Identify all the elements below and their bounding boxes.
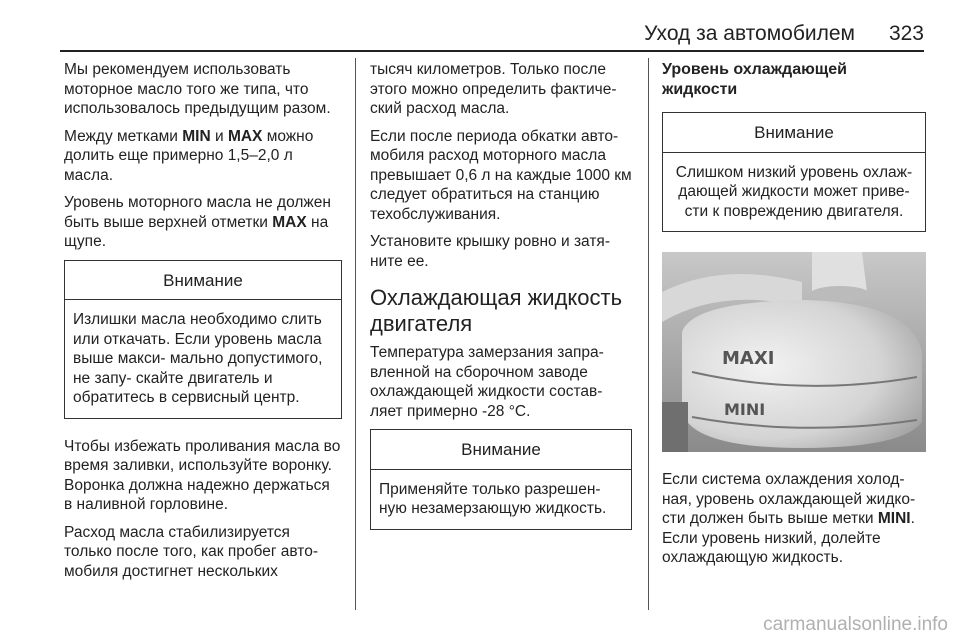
subheading: Уровень охлаждающей жидкости: [662, 61, 847, 98]
page-title: Уход за автомобилем: [644, 22, 855, 45]
warning-title: Внимание: [663, 113, 925, 153]
text: Уровень моторного масла не должен быть выше верхней отметки: [64, 194, 331, 231]
max-mark: MAX: [272, 213, 307, 231]
warning-box: [64, 260, 342, 419]
min-mark: MINI: [877, 510, 911, 527]
text: можно долить еще примерно 1,5–2,0 л масла.: [64, 127, 314, 184]
paragraph: Расход масла стабилизируется только после того, как пробег авто- мобиля достигнет нескольких: [64, 523, 319, 580]
text: Между метками: [64, 127, 183, 145]
max-mark: MAX: [227, 127, 263, 145]
column-divider: [648, 58, 649, 610]
warning-box: [662, 112, 926, 232]
paragraph: тысяч километров. Только после этого можно определить фактиче- ский расход масла.: [370, 61, 617, 117]
paragraph: Температура замерзания запра- вленной на сборочном заводе охлаждающей жидкости состав- ляет примерно -28 °C.: [370, 344, 604, 420]
column-divider: [355, 58, 356, 610]
text: . Если уровень низкий, долейте охлаждающую жидкость.: [662, 510, 915, 566]
min-mark: MIN: [182, 127, 211, 145]
paragraph: [64, 127, 342, 186]
min-label: MINI: [724, 400, 766, 419]
section-heading: Охлаждающая жидкость двигателя: [370, 285, 623, 336]
warning-box: [370, 429, 632, 530]
paragraph: Чтобы избежать проливания масла во время заливки, используйте воронку. Воронка должна надежно держаться в наливной горловине.: [64, 437, 341, 513]
paragraph: [662, 470, 926, 568]
warning-text: Слишком низкий уровень охлаж- дающей жидкости может приве- сти к повреждению двигателя.: [675, 163, 913, 220]
coolant-reservoir-photo: [662, 252, 926, 452]
warning-text: Излишки масла необходимо слить или откачать. Если уровень масла выше макси- мально допустимого, не запу- скайте двигатель и обратитесь в сервисный центр.: [73, 311, 323, 406]
max-label: MAXI: [722, 348, 775, 369]
watermark: carmanualsonline.info: [763, 614, 948, 635]
paragraph: Если после периода обкатки авто- мобиля расход моторного масла превышает 0,6 л на каждые 1000 км следует обратиться на станцию техобслуживания.: [370, 127, 632, 223]
page-number: 323: [888, 22, 924, 45]
text: на щупе.: [64, 213, 329, 250]
paragraph: [64, 193, 342, 252]
text: Если система охлаждения холод- ная, уровень охлаждающей жидко- сти должен быть выше метки: [662, 471, 916, 527]
column-2: [370, 60, 632, 548]
warning-text: Применяйте только разрешен- ную незамерзающую жидкость.: [379, 480, 607, 517]
paragraph: Установите крышку ровно и затя- ните ее.: [370, 233, 610, 270]
column-1: [64, 60, 342, 589]
page-header: [60, 12, 924, 52]
column-3: [662, 60, 926, 576]
warning-title: Внимание: [371, 430, 631, 470]
warning-title: Внимание: [65, 261, 341, 301]
paragraph: Мы рекомендуем использовать моторное масло того же типа, что использовалось предыдущим разом.: [64, 61, 331, 117]
text: и: [210, 127, 228, 145]
